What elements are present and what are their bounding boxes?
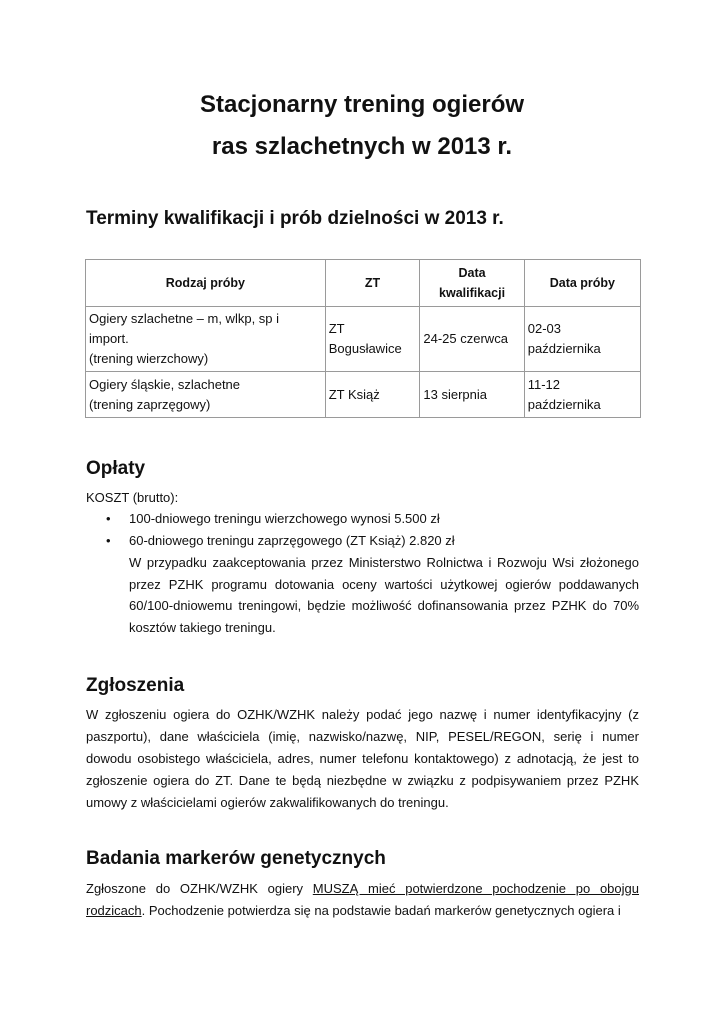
table-header-cell: Data próby [524,260,640,307]
underlined-requirement: MUSZĄ mieć potwierdzone pochodzenie po obojgu rodzicach [86,881,639,918]
table-header-cell: Rodzaj próby [86,260,326,307]
table-cell: ZT Bogusławice [325,307,420,372]
table-header-cell: ZT [325,260,420,307]
table-cell: 24-25 czerwca [420,307,524,372]
document-title-line-1: Stacjonarny trening ogierów [199,91,525,118]
table-header-cell: Data kwalifikacji [420,260,524,307]
table-header-row [86,260,641,307]
cost-label: KOSZT (brutto): [86,490,179,505]
fees-list [86,508,639,552]
table-cell: Ogiery śląskie, szlachetne (trening zaprzęgowy) [86,372,326,418]
list-item: • 100-dniowego treningu wierzchowego wynosi 5.500 zł [86,508,639,530]
genetics-heading: Badania markerów genetycznych [86,848,386,869]
table-cell: Ogiery szlachetne – m, wlkp, sp i import. (trening wierzchowy) [86,307,326,372]
terms-table [85,259,641,418]
applications-heading: Zgłoszenia [86,675,185,696]
table-row [86,307,641,372]
bullet-icon: • [106,511,111,526]
bullet-icon: • [106,533,111,548]
table-row [86,372,641,418]
table-cell: 11-12 października [524,372,640,418]
terms-heading: Terminy kwalifikacji i prób dzielności w 2013 r. [86,208,504,229]
funding-note: W przypadku zaakceptowania przez Ministerstwo Rolnictwa i Rozwoju Wsi złożonego przez PZHK programu dotowania oceny wartości użytkowej ogierów poddawanych 60/100-dniowemu treningowi, będzie możliwość dofinansowania przez PZHK do 70% kosztów takiego treningu. [129,555,639,635]
table-cell: 13 sierpnia [420,372,524,418]
document-title-line-2: ras szlachetnych w 2013 r. [211,133,513,160]
genetics-text: Zgłoszone do OZHK/WZHK ogiery MUSZĄ mieć potwierdzone pochodzenie po obojgu rodzicach. Pochodzenie potwierdza się na podstawie badań markerów genetycznych ogiera i [86,881,639,918]
table-cell: 02-03 października [524,307,640,372]
list-item: • 60-dniowego treningu zaprzęgowego (ZT Książ) 2.820 zł [86,530,639,552]
table-cell: ZT Książ [325,372,420,418]
applications-text: W zgłoszeniu ogiera do OZHK/WZHK należy podać jego nazwę i numer identyfikacyjny (z paszportu), dane właściciela (imię, nazwisko/nazwę, NIP, PESEL/REGON, serię i numer dowodu osobistego właściciela, adres, numer telefonu kontaktowego) z adnotacją, że jest to zgłoszenie ogiera do ZT. Dane te będą niezbędne w związku z podpisywaniem przez PZHK umowy z właścicielami ogierów zakwalifikowanych do treningu. [86,707,639,810]
fees-heading: Opłaty [86,458,146,479]
